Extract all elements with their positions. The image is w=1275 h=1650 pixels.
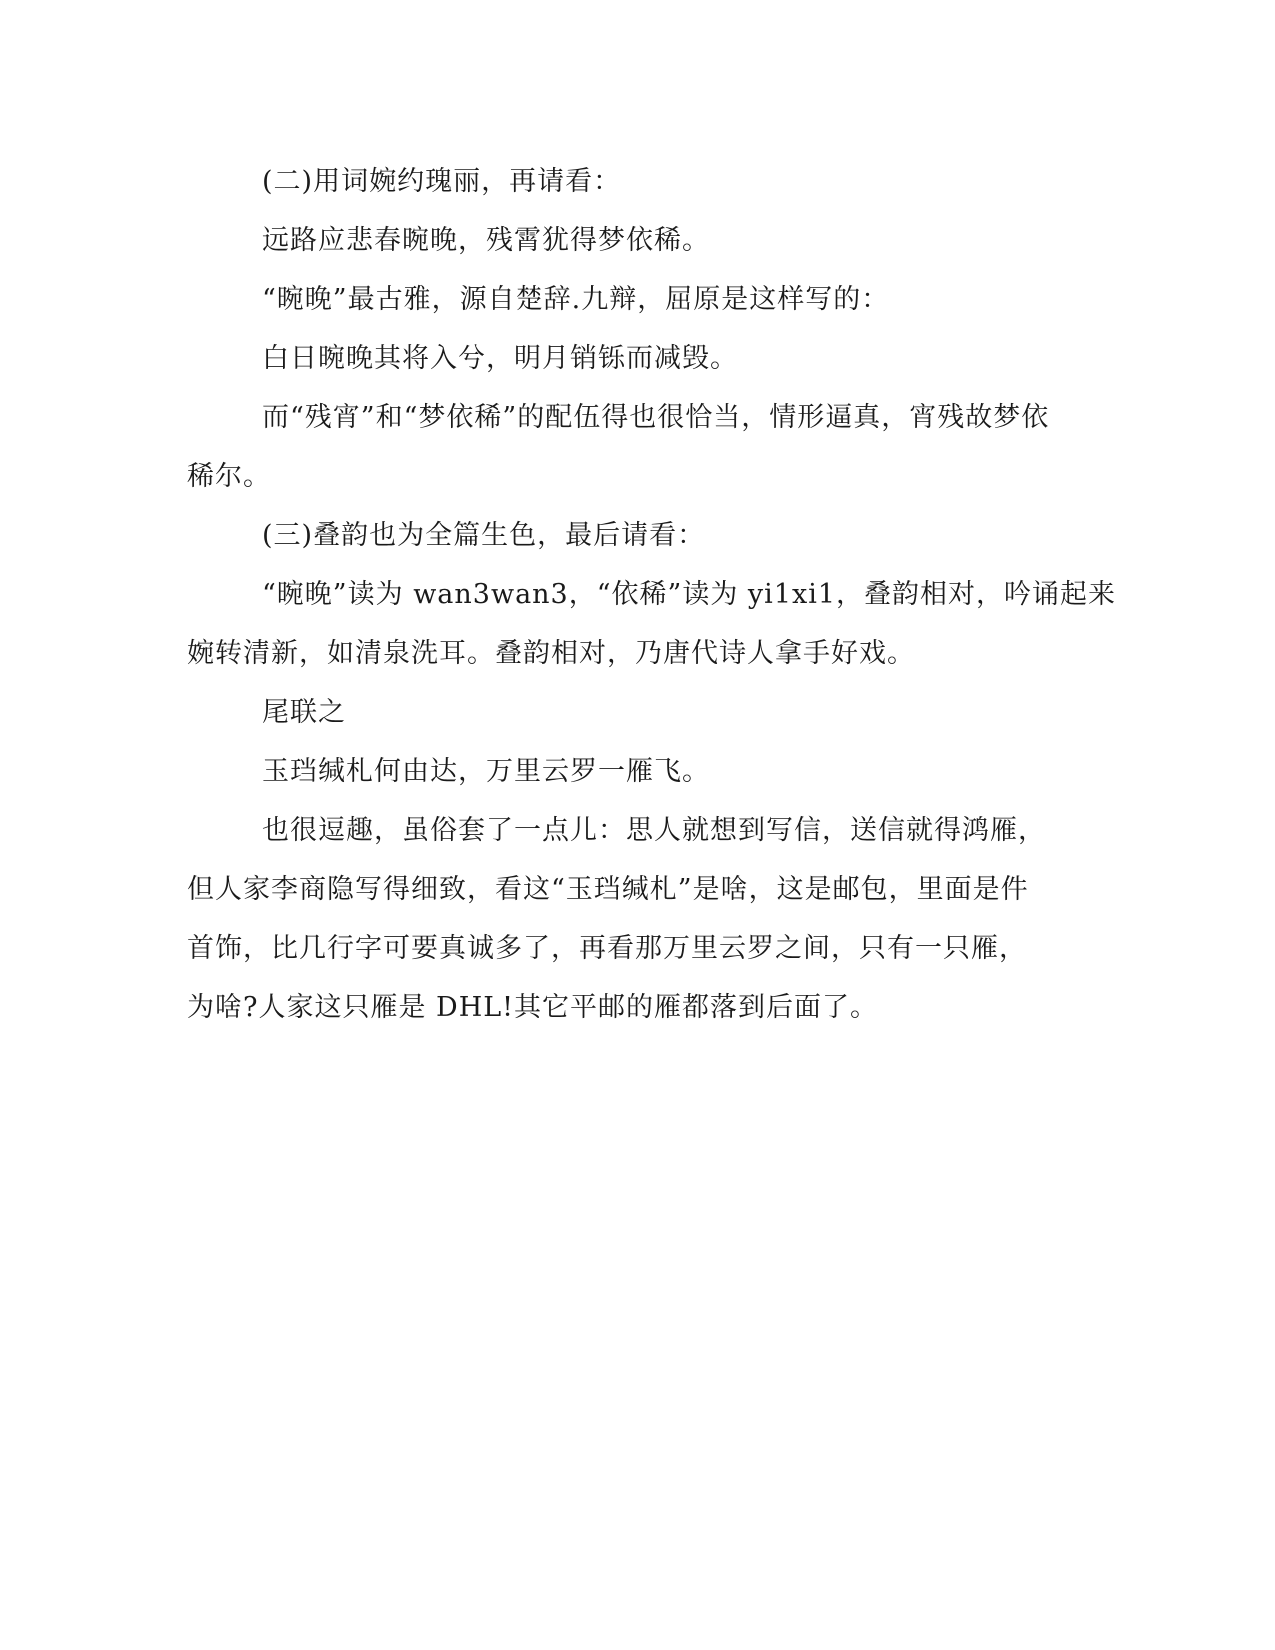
paragraph-line: “晼晚”读为 wan3wan3，“依稀”读为 yi1xi1，叠韵相对，吟诵起来 bbox=[262, 579, 1117, 610]
paragraph-line: 稀尔。 bbox=[187, 461, 271, 492]
paragraph-line: 首饰，比几行字可要真诚多了，再看那万里云罗之间，只有一只雁， bbox=[187, 933, 1027, 964]
couplet-heading: 尾联之 bbox=[262, 697, 346, 728]
paragraph-line: 为啥?人家这只雁是 DHL!其它平邮的雁都落到后面了。 bbox=[187, 992, 879, 1023]
quote-line: 白日晼晚其将入兮，明月销铄而减毁。 bbox=[262, 343, 738, 374]
poem-line-1: 远路应悲春晼晚，残霄犹得梦依稀。 bbox=[262, 225, 710, 256]
paragraph-line: “晼晚”最古雅，源自楚辞.九辩，屈原是这样写的： bbox=[262, 284, 890, 315]
poem-line-2: 玉珰缄札何由达，万里云罗一雁飞。 bbox=[262, 756, 710, 787]
paragraph-line: 婉转清新，如清泉洗耳。叠韵相对，乃唐代诗人拿手好戏。 bbox=[187, 638, 915, 669]
section-three-heading: (三)叠韵也为全篇生色，最后请看： bbox=[262, 520, 706, 551]
paragraph-line: 也很逗趣，虽俗套了一点儿：思人就想到写信，送信就得鸿雁， bbox=[262, 815, 1046, 846]
paragraph-line: 而“残宵”和“梦依稀”的配伍得也很恰当，情形逼真，宵残故梦依 bbox=[262, 402, 1050, 433]
section-two-heading: (二)用词婉约瑰丽，再请看： bbox=[262, 166, 622, 197]
paragraph-line: 但人家李商隐写得细致，看这“玉珰缄札”是啥，这是邮包，里面是件 bbox=[187, 874, 1029, 905]
